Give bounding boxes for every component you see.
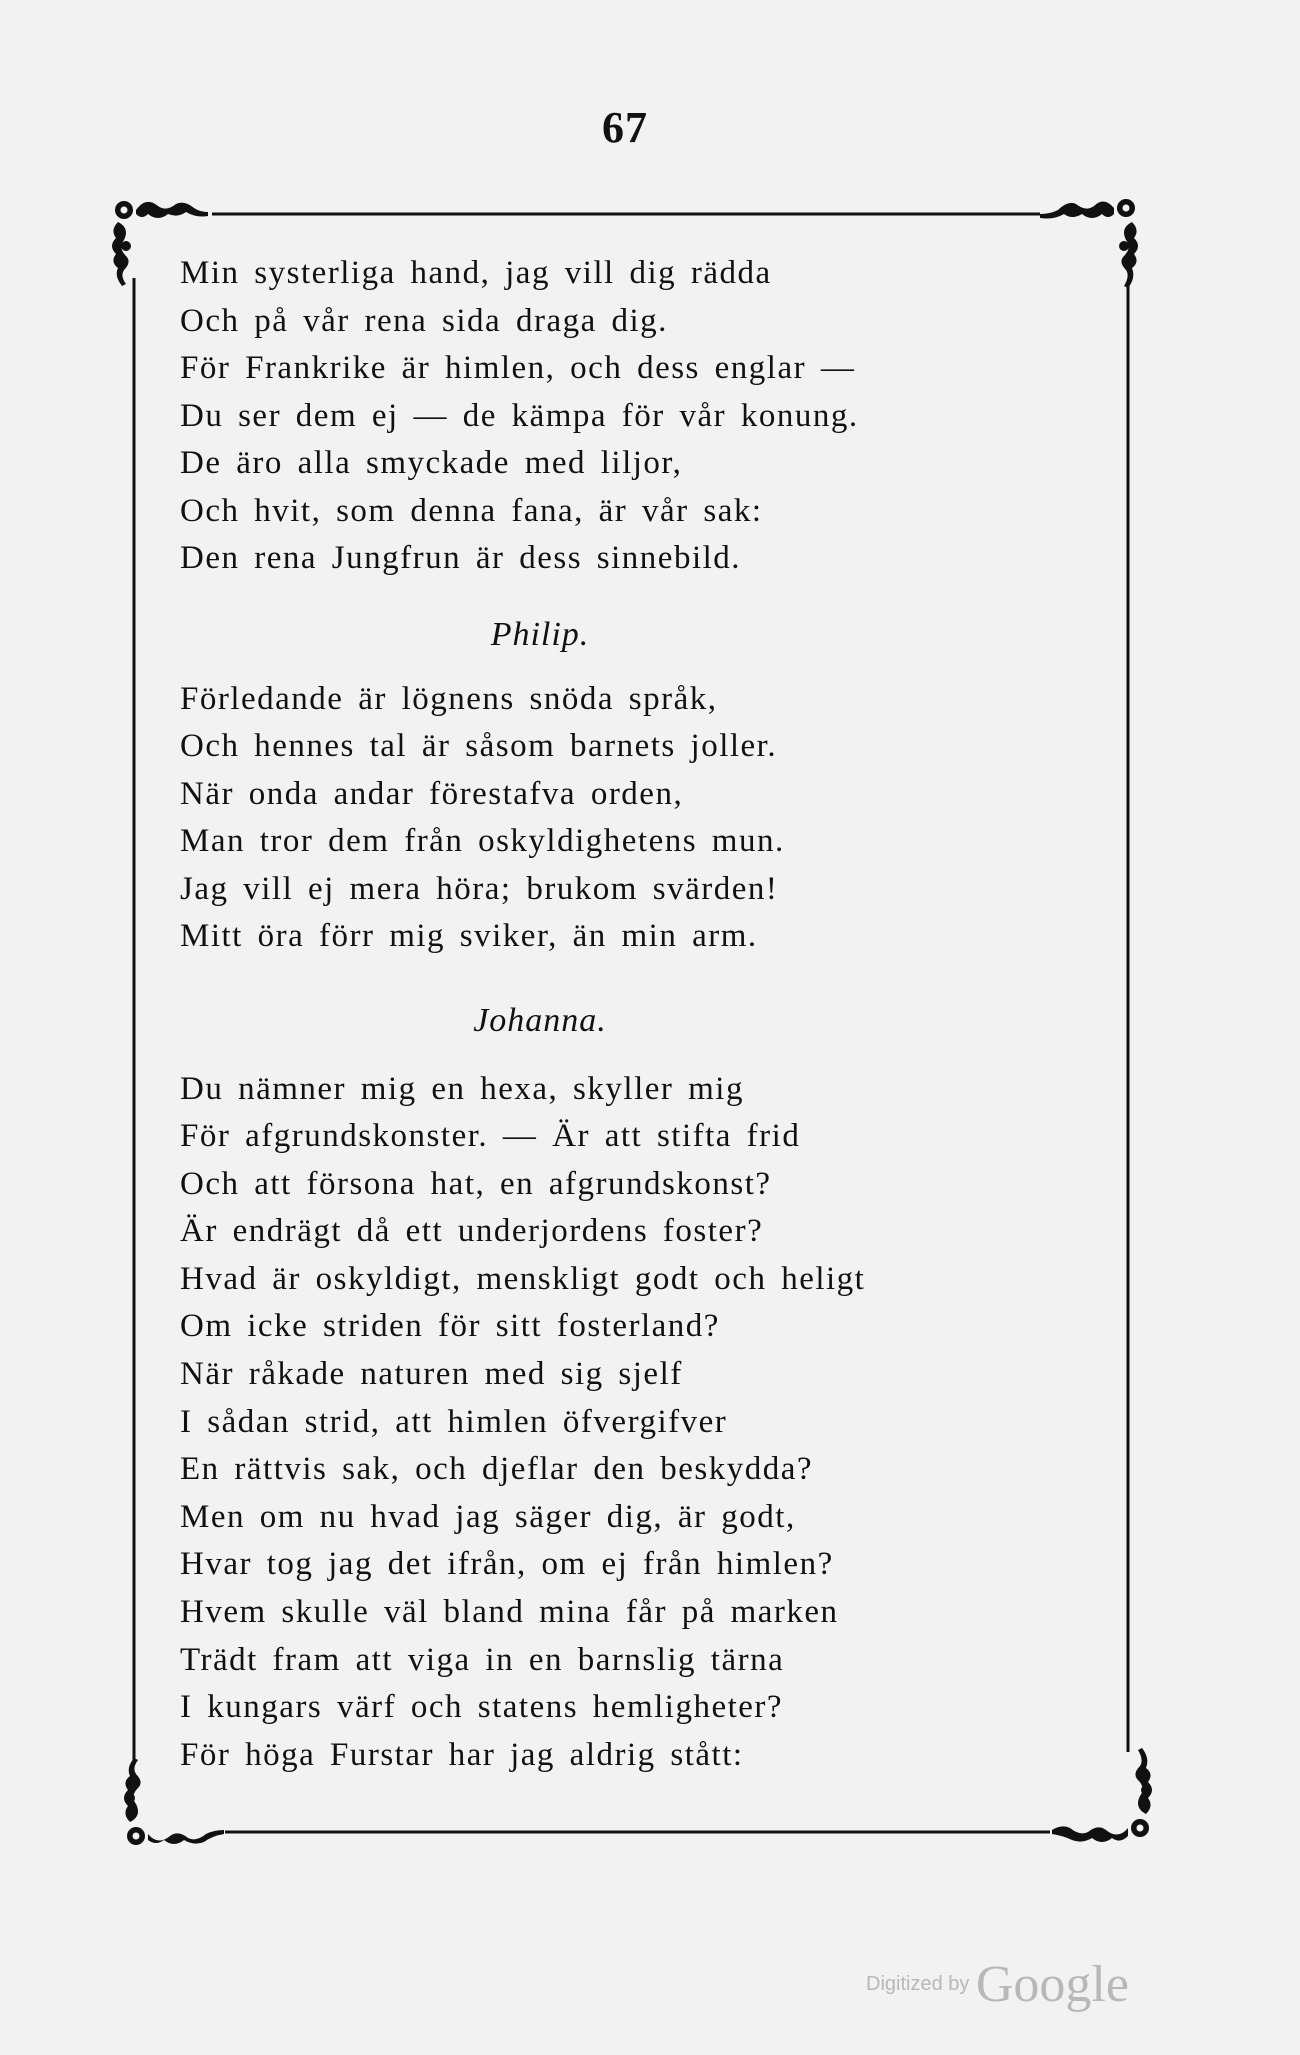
poem-text: [180, 250, 980, 1779]
verse-line: Och på vår rena sida draga dig.: [180, 302, 668, 339]
verse-line: Hvem skulle väl bland mina får på marken: [180, 1594, 839, 1631]
verse-line: Du ser dem ej — de kämpa för vår konung.: [180, 397, 859, 434]
verse-line: Mitt öra förr mig sviker, än min arm.: [180, 918, 758, 954]
corner-ornament-top-right: [1040, 199, 1138, 288]
verse-line: För Frankrike är himlen, och dess englar —: [180, 350, 856, 386]
verse-line: Och att försona hat, en afgrundskonst?: [180, 1165, 772, 1202]
page-number: 67: [602, 103, 648, 152]
speaker-name-philip: Philip.: [490, 615, 590, 653]
verse-line: Du nämner mig en hexa, skyller mig: [180, 1070, 744, 1107]
verse-line: Hvad är oskyldigt, menskligt godt och heligt: [180, 1260, 866, 1297]
verse-line: Jag vill ej mera höra; brukom svärden!: [180, 870, 779, 907]
verse-line: Trädt fram att viga in en barnslig tärna: [180, 1641, 785, 1678]
verse-line: Men om nu hvad jag säger dig, är godt,: [180, 1498, 796, 1535]
verse-line: I sådan strid, att himlen öfvergifver: [180, 1403, 728, 1440]
verse-line: De äro alla smyckade med liljor,: [180, 445, 683, 481]
verse-line: Man tror dem från oskyldighetens mun.: [180, 823, 785, 859]
speaker-name-johanna: Johanna.: [473, 1001, 607, 1039]
corner-ornament-bottom-right: [1052, 1748, 1152, 1842]
verse-line: För afgrundskonster. — Är att stifta frid: [180, 1118, 801, 1155]
verse-line: I kungars värf och statens hemligheter?: [180, 1689, 784, 1726]
verse-line: Den rena Jungfrun är dess sinnebild.: [180, 540, 742, 576]
stanza-3: [180, 1066, 980, 1780]
verse-line: Och hennes tal är såsom barnets joller.: [180, 728, 778, 764]
verse-line: Förledande är lögnens snöda språk,: [180, 680, 718, 717]
verse-line: För höga Furstar har jag aldrig stått:: [180, 1736, 744, 1773]
verse-line: Och hvit, som denna fana, är vår sak:: [180, 492, 763, 529]
stanza-2: [180, 676, 980, 961]
verse-line: Är endrägt då ett underjordens foster?: [180, 1213, 764, 1250]
verse-line: Hvar tog jag det ifrån, om ej från himlen?: [180, 1546, 834, 1583]
stanza-1: [180, 250, 980, 583]
verse-line: När råkade naturen med sig sjelf: [180, 1356, 683, 1393]
verse-line: När onda andar förestafva orden,: [180, 775, 684, 812]
verse-line: En rättvis sak, och djeflar den beskydda?: [180, 1451, 814, 1488]
verse-line: Min systerliga hand, jag vill dig rädda: [180, 255, 772, 291]
digitized-watermark: [866, 1955, 1129, 2014]
verse-line: Om icke striden för sitt fosterland?: [180, 1308, 720, 1345]
watermark-prefix: Digitized by: [866, 1973, 970, 1995]
watermark-brand: Google: [975, 1956, 1129, 2013]
